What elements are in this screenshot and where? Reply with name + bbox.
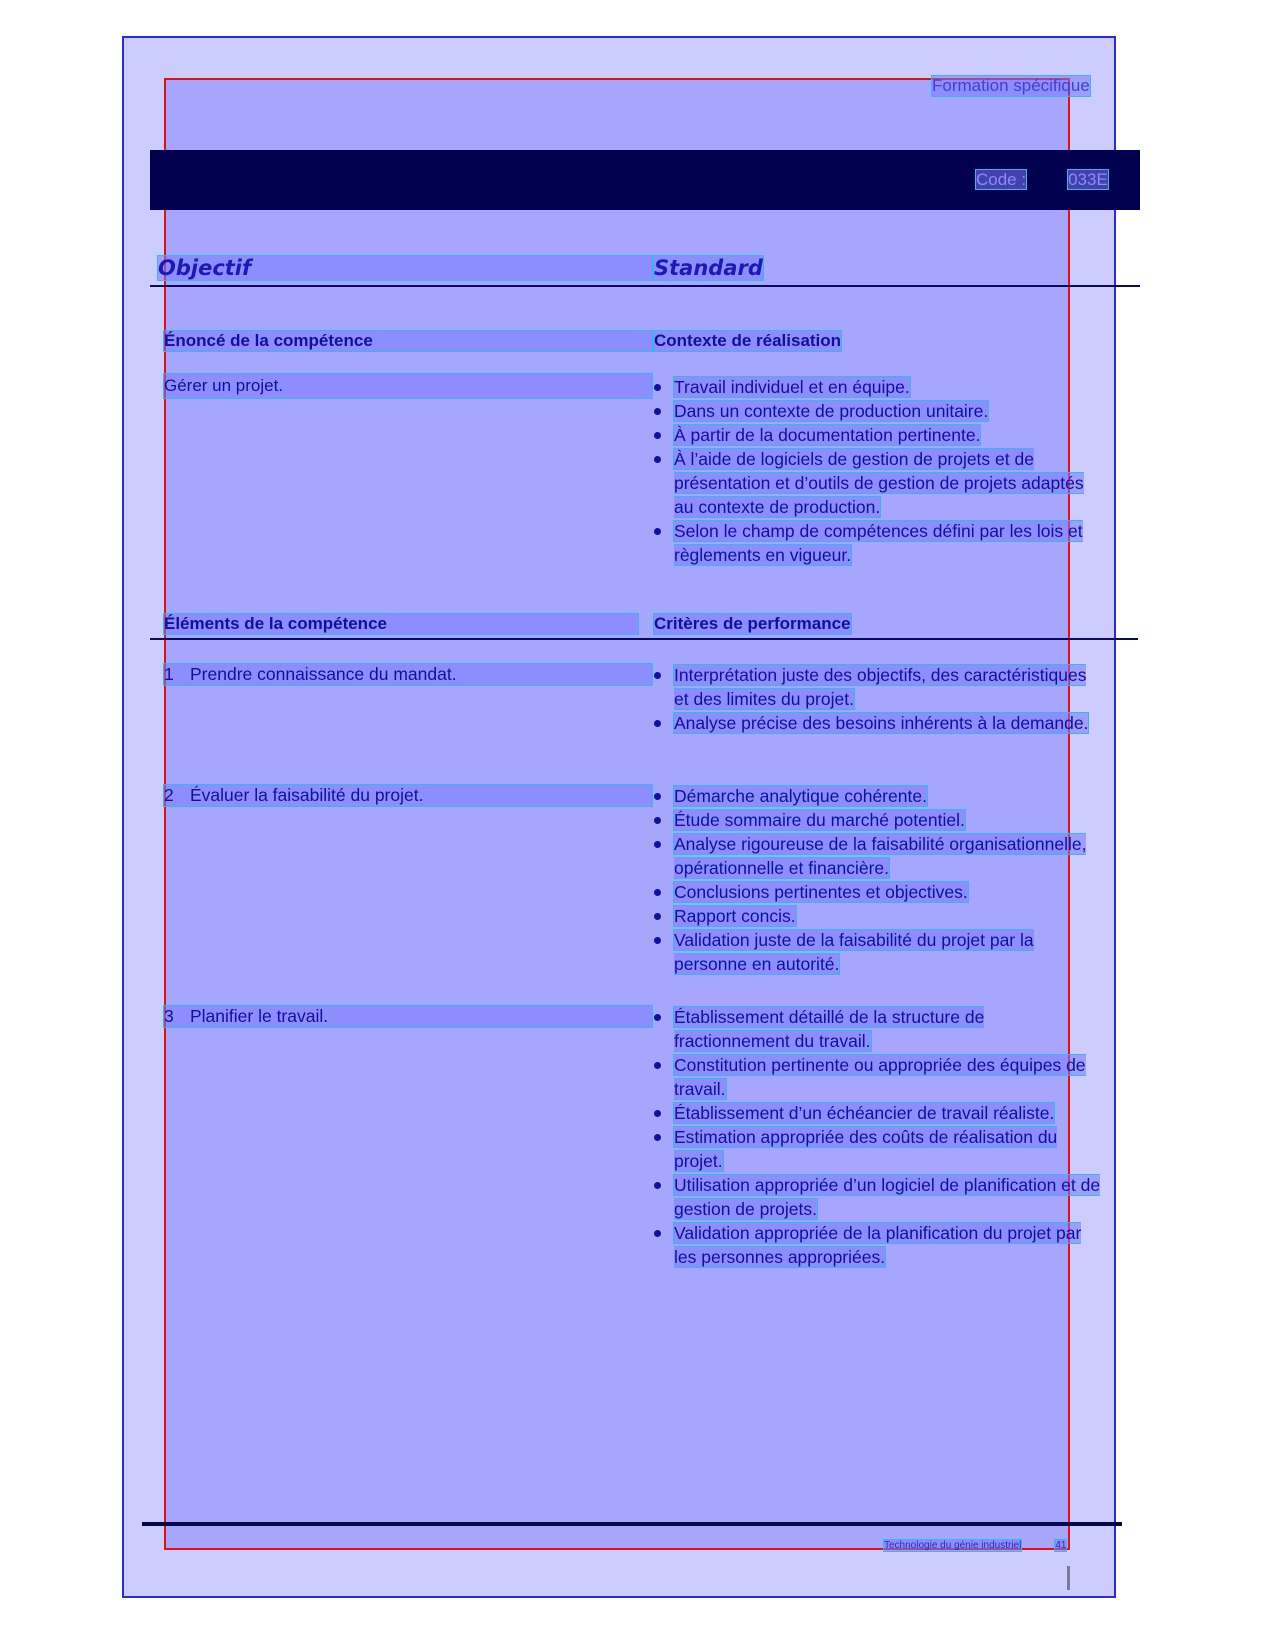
criteria-list-3 (652, 1005, 1102, 1269)
list-item: À l’aide de logiciels de gestion de projets et de présentation et d’outils de gestion de projets adaptés au contexte de production. (652, 447, 1102, 519)
header-tag: Formation spécifique (932, 76, 1090, 95)
element-number: 1 (164, 664, 174, 684)
bullet-icon (654, 793, 661, 800)
bullet-icon (654, 1134, 661, 1141)
list-item: Constitution pertinente ou appropriée des équipes de travail. (652, 1053, 1102, 1101)
element-number: 3 (164, 1006, 174, 1026)
element-label: Évaluer la faisabilité du projet. (190, 785, 424, 805)
list-item: Rapport concis. (652, 904, 1102, 928)
list-item: Selon le champ de compétences défini par les lois et règlements en vigueur. (652, 519, 1102, 567)
criteria-list-1 (652, 663, 1102, 735)
bullet-icon (654, 384, 661, 391)
element-1 (164, 664, 652, 685)
list-item: Utilisation appropriée d’un logiciel de planification et de gestion de projets. (652, 1173, 1102, 1221)
bullet-icon (654, 720, 661, 727)
bullet-icon (654, 456, 661, 463)
footer-program: Technologie du génie industriel (884, 1540, 1022, 1551)
bullet-icon (654, 889, 661, 896)
bullet-icon (654, 1230, 661, 1237)
standard-heading: Standard (654, 256, 763, 280)
section-rule (150, 638, 1138, 640)
list-item: Travail individuel et en équipe. (652, 375, 1102, 399)
bullet-icon (654, 408, 661, 415)
list-item: Estimation appropriée des coûts de réalisation du projet. (652, 1125, 1102, 1173)
bullet-icon (654, 528, 661, 535)
list-item: Établissement d’un échéancier de travail réaliste. (652, 1101, 1102, 1125)
element-number: 2 (164, 785, 174, 805)
element-label: Prendre connaissance du mandat. (190, 664, 457, 684)
context-list (652, 375, 1102, 567)
list-item: Analyse précise des besoins inhérents à la demande. (652, 711, 1102, 735)
bullet-icon (654, 817, 661, 824)
page-footer (884, 1540, 1066, 1551)
elements-heading: Éléments de la compétence (164, 614, 638, 634)
criteria-list-2 (652, 784, 1102, 976)
page-number: 41 (1055, 1540, 1067, 1551)
bullet-icon (654, 672, 661, 679)
bullet-icon (654, 937, 661, 944)
statement-heading: Énoncé de la compétence (164, 331, 652, 351)
bullet-icon (654, 432, 661, 439)
list-item: Conclusions pertinentes et objectives. (652, 880, 1102, 904)
bullet-icon (654, 1182, 661, 1189)
list-item: Démarche analytique cohérente. (652, 784, 1102, 808)
list-item: À partir de la documentation pertinente. (652, 423, 1102, 447)
bullet-icon (654, 1110, 661, 1117)
list-item: Étude sommaire du marché potentiel. (652, 808, 1102, 832)
competency-code (976, 170, 1108, 190)
code-label: Code : (976, 170, 1027, 189)
objective-heading: Objectif (158, 256, 652, 280)
bullet-icon (654, 1062, 661, 1069)
list-item: Analyse rigoureuse de la faisabilité organisationnelle, opérationnelle et financière. (652, 832, 1102, 880)
list-item: Dans un contexte de production unitaire. (652, 399, 1102, 423)
margin-mark (1067, 1566, 1070, 1590)
list-item: Établissement détaillé de la structure de fractionnement du travail. (652, 1005, 1102, 1053)
list-item: Validation appropriée de la planification du projet par les personnes appropriées. (652, 1221, 1102, 1269)
list-item: Interprétation juste des objectifs, des caractéristiques et des limites du projet. (652, 663, 1102, 711)
code-value: 033E (1068, 170, 1108, 189)
element-3 (164, 1006, 652, 1027)
criteria-heading: Critères de performance (654, 614, 851, 633)
element-label: Planifier le travail. (190, 1006, 329, 1026)
bullet-icon (654, 1014, 661, 1021)
competency-statement: Gérer un projet. (164, 374, 652, 398)
footer-rule (142, 1522, 1122, 1526)
list-item: Validation juste de la faisabilité du projet par la personne en autorité. (652, 928, 1102, 976)
element-2 (164, 785, 652, 806)
context-heading: Contexte de réalisation (654, 331, 842, 350)
heading-rule (150, 285, 1140, 287)
bullet-icon (654, 913, 661, 920)
bullet-icon (654, 841, 661, 848)
